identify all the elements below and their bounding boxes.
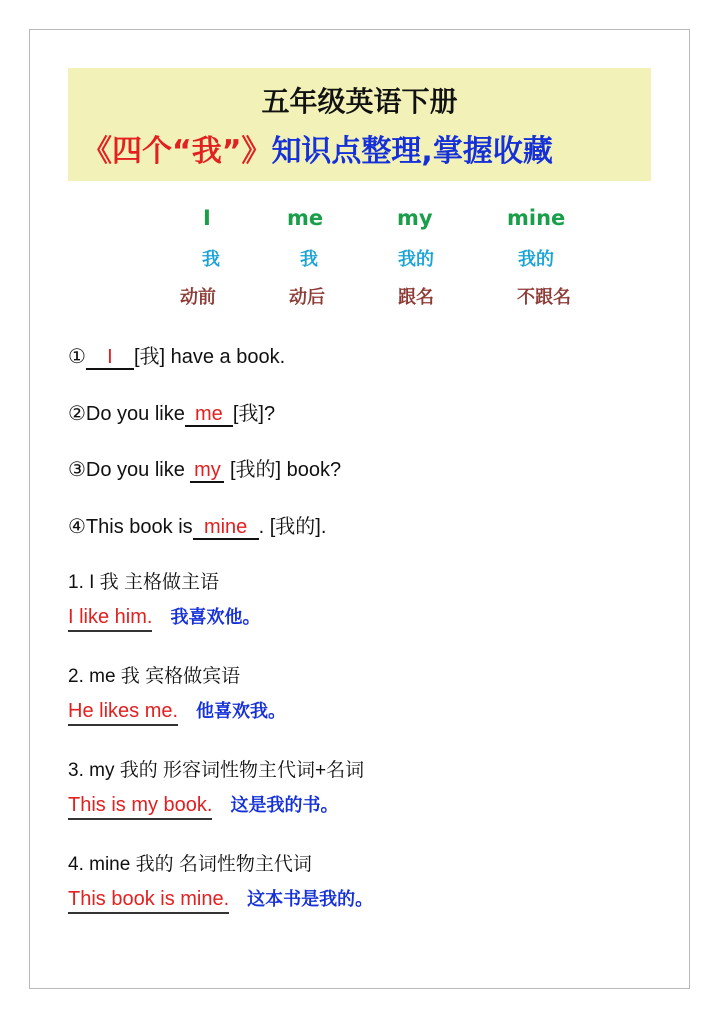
pronoun-zh: 我的 [518, 249, 554, 270]
page-title: 五年级英语下册 [261, 85, 458, 118]
example-chinese: 这是我的书。 [230, 795, 339, 815]
example-english: I like him. [68, 606, 152, 632]
answer-blank: I [86, 346, 134, 370]
answer-blank: my [190, 459, 224, 483]
pronoun-usage: 动后 [289, 287, 325, 308]
pronoun-en: my [397, 206, 433, 230]
exercise-1: ① I [我] have a book. [68, 346, 286, 368]
exercise-2: ②Do you like me [我]? [68, 403, 276, 425]
rule-example [68, 885, 373, 914]
example-chinese: 我喜欢他。 [170, 607, 261, 627]
pronoun-zh: 我 [202, 249, 220, 270]
pronoun-zh: 我的 [398, 249, 434, 270]
pronoun-en: me [287, 206, 324, 230]
pronoun-zh: 我 [300, 249, 318, 270]
exercise-3: ③Do you like my [我的] book? [68, 459, 342, 481]
pronoun-usage: 跟名 [398, 287, 434, 308]
rule-example [68, 697, 286, 726]
example-english: This book is mine. [68, 888, 229, 914]
example-english: He likes me. [68, 700, 178, 726]
pronoun-en: mine [507, 206, 566, 230]
title-box [68, 68, 651, 181]
answer-blank: mine [193, 516, 259, 540]
example-english: This is my book. [68, 794, 212, 820]
rule-heading: 1. I 我 主格做主语 [68, 572, 219, 593]
pronoun-chinese-row [0, 245, 719, 275]
example-chinese: 他喜欢我。 [196, 701, 287, 721]
pronoun-usage: 动前 [180, 287, 216, 308]
subtitle-blue: 知识点整理,掌握收藏 [271, 134, 553, 169]
subtitle-red: 《四个“我”》 [82, 134, 272, 169]
rule-example [68, 603, 260, 632]
answer-blank: me [185, 403, 233, 427]
pronoun-en: I [203, 206, 211, 230]
pronoun-usage: 不跟名 [517, 287, 571, 308]
exercise-4: ④This book is mine . [我的]. [68, 516, 327, 538]
page-subtitle [82, 126, 642, 170]
rule-heading: 2. me 我 宾格做宾语 [68, 666, 241, 687]
rule-heading: 4. mine 我的 名词性物主代词 [68, 854, 312, 875]
rule-example [68, 791, 338, 820]
rule-heading: 3. my 我的 形容词性物主代词+名词 [68, 760, 365, 781]
example-chinese: 这本书是我的。 [247, 889, 374, 909]
pronoun-english-row [0, 206, 719, 236]
pronoun-usage-row [0, 283, 719, 313]
